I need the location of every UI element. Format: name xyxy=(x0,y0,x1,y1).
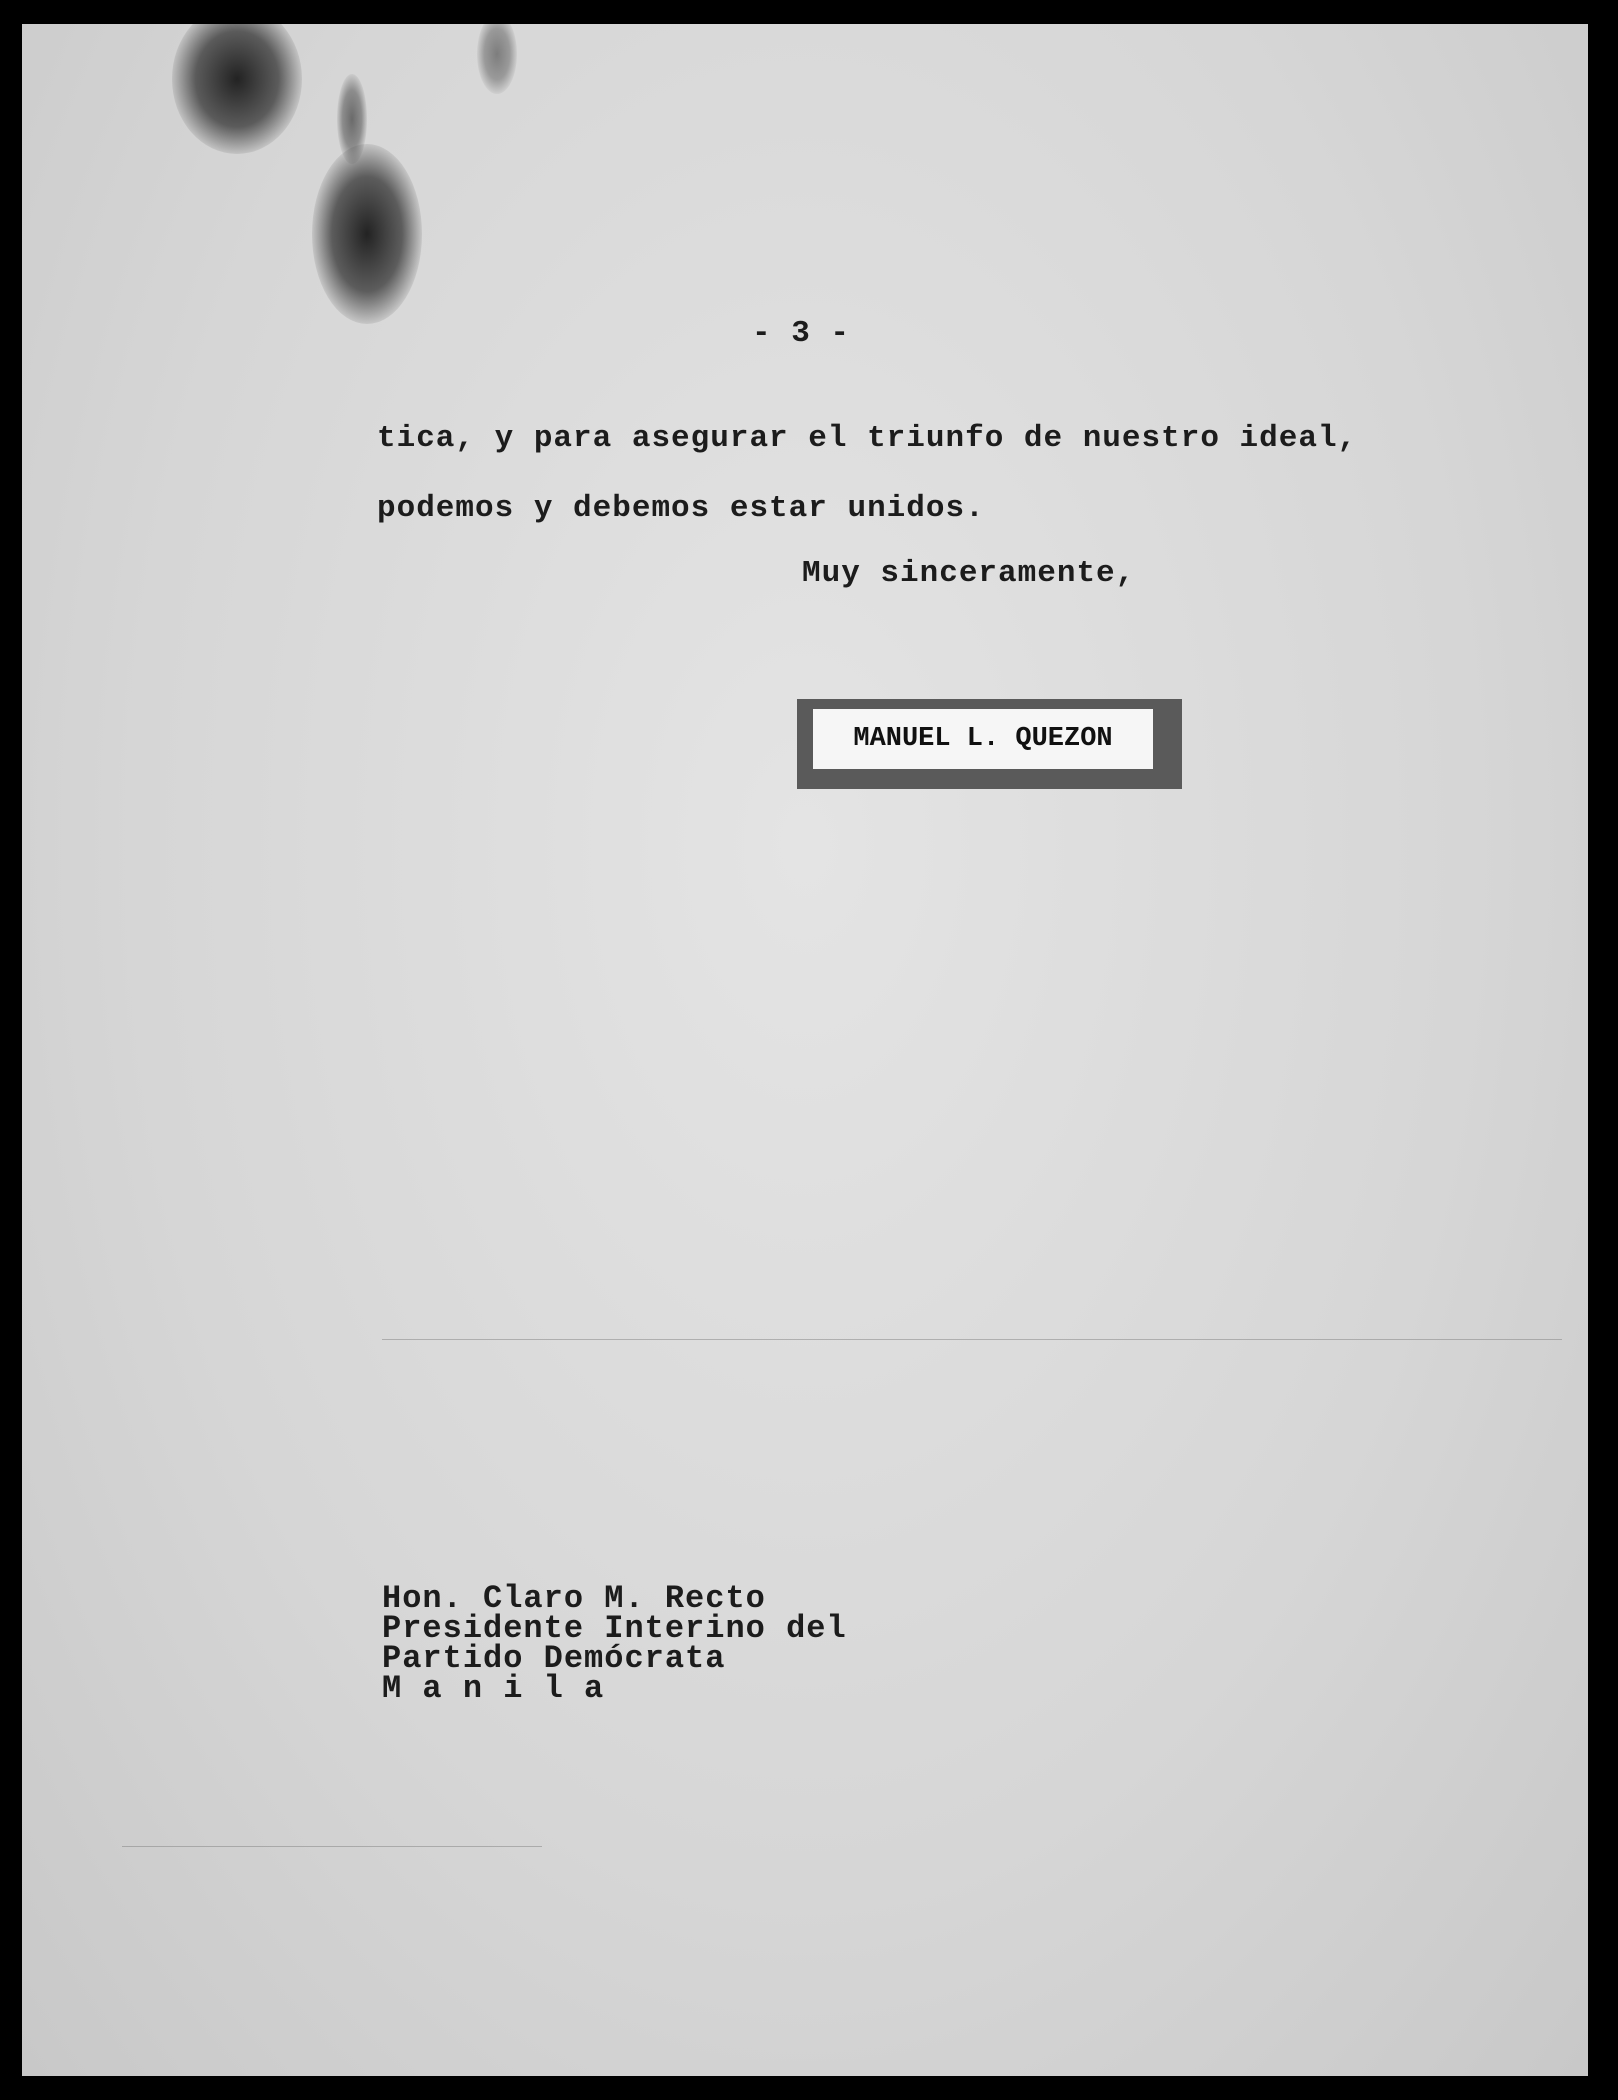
signature-stamp xyxy=(797,699,1182,789)
body-line-2: podemos y debemos estar unidos. xyxy=(377,491,985,526)
ink-smudge xyxy=(172,24,302,154)
address-line-3: Partido Demócrata xyxy=(382,1640,726,1677)
scan-line xyxy=(382,1339,1562,1340)
address-line-4: M a n i l a xyxy=(382,1670,605,1707)
ink-smudge xyxy=(477,24,517,94)
address-line-2: Presidente Interino del xyxy=(382,1610,847,1647)
document-page xyxy=(22,24,1588,2076)
address-line-1: Hon. Claro M. Recto xyxy=(382,1580,766,1617)
body-line-1: tica, y para asegurar el triunfo de nuestro ideal, xyxy=(377,421,1358,456)
signature-name: MANUEL L. QUEZON xyxy=(813,709,1153,769)
ink-smudge xyxy=(337,74,367,164)
ink-smudge xyxy=(312,144,422,324)
closing-salutation: Muy sinceramente, xyxy=(802,556,1136,591)
scan-line xyxy=(122,1846,542,1847)
page-number: - 3 - xyxy=(752,316,851,351)
